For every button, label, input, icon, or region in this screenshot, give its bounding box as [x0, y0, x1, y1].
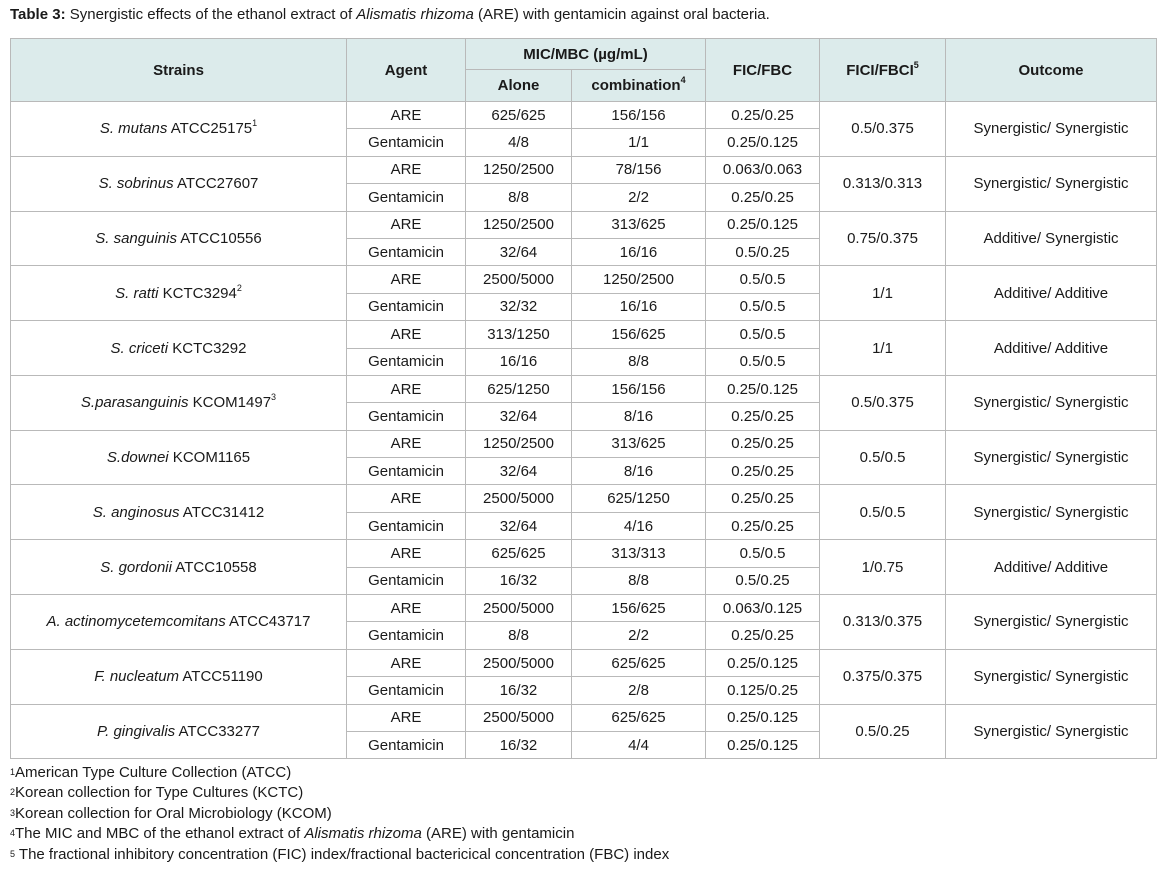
strain-cell: P. gingivalis ATCC33277 [11, 704, 347, 759]
agent-cell: ARE [347, 211, 466, 238]
table-row [11, 211, 1157, 238]
table-caption [10, 5, 770, 25]
combination-cell: 156/156 [572, 375, 706, 402]
outcome-cell: Additive/ Additive [946, 540, 1157, 595]
alone-cell: 16/32 [466, 677, 572, 704]
footnotes [10, 763, 669, 865]
combination-cell: 78/156 [572, 156, 706, 183]
combination-cell: 4/16 [572, 512, 706, 539]
agent-cell: ARE [347, 704, 466, 731]
outcome-cell: Additive/ Synergistic [946, 211, 1157, 266]
combination-cell: 8/16 [572, 458, 706, 485]
fic-fbc-cell: 0.25/0.25 [706, 184, 820, 211]
fic-fbc-cell: 0.5/0.25 [706, 238, 820, 265]
outcome-cell: Synergistic/ Synergistic [946, 102, 1157, 157]
agent-cell: ARE [347, 156, 466, 183]
alone-cell: 625/625 [466, 102, 572, 129]
fici-fbci-cell: 0.5/0.375 [820, 375, 946, 430]
table-row [11, 102, 1157, 129]
fic-fbc-cell: 0.25/0.25 [706, 458, 820, 485]
strain-cell: S. gordonii ATCC10558 [11, 540, 347, 595]
fic-fbc-cell: 0.25/0.25 [706, 622, 820, 649]
fici-fbci-cell: 0.313/0.375 [820, 595, 946, 650]
header-combination: combination$^4$ [572, 70, 706, 102]
outcome-cell: Synergistic/ Synergistic [946, 649, 1157, 704]
caption-label: Table 3: [10, 6, 66, 23]
agent-cell: Gentamicin [347, 622, 466, 649]
combination-cell: 8/8 [572, 348, 706, 375]
outcome-cell: Synergistic/ Synergistic [946, 704, 1157, 759]
alone-cell: 8/8 [466, 184, 572, 211]
fici-fbci-cell: 1/1 [820, 266, 946, 321]
combination-cell: 625/1250 [572, 485, 706, 512]
fic-fbc-cell: 0.25/0.25 [706, 430, 820, 457]
combination-cell: 156/625 [572, 595, 706, 622]
combination-cell: 16/16 [572, 293, 706, 320]
alone-cell: 1250/2500 [466, 211, 572, 238]
agent-cell: Gentamicin [347, 403, 466, 430]
strain-cell: S. ratti KCTC3294$^2$ [11, 266, 347, 321]
alone-cell: 32/64 [466, 458, 572, 485]
fici-fbci-cell: 0.5/0.375 [820, 102, 946, 157]
combination-cell: 313/313 [572, 540, 706, 567]
agent-cell: Gentamicin [347, 129, 466, 156]
table-body [11, 102, 1157, 759]
combination-cell: 156/625 [572, 321, 706, 348]
fici-fbci-cell: 1/0.75 [820, 540, 946, 595]
header-alone: Alone [466, 70, 572, 102]
combination-cell: 4/4 [572, 731, 706, 758]
alone-cell: 16/32 [466, 731, 572, 758]
fic-fbc-cell: 0.25/0.25 [706, 102, 820, 129]
agent-cell: ARE [347, 266, 466, 293]
strain-cell: S. sobrinus ATCC27607 [11, 156, 347, 211]
header-agent: Agent [347, 39, 466, 102]
agent-cell: Gentamicin [347, 512, 466, 539]
strain-cell: S.downei KCOM1165 [11, 430, 347, 485]
alone-cell: 1250/2500 [466, 430, 572, 457]
combination-cell: 1250/2500 [572, 266, 706, 293]
data-table [10, 38, 1157, 759]
alone-cell: 4/8 [466, 129, 572, 156]
agent-cell: ARE [347, 649, 466, 676]
alone-cell: 16/16 [466, 348, 572, 375]
table-row [11, 375, 1157, 402]
table-row [11, 704, 1157, 731]
fic-fbc-cell: 0.25/0.125 [706, 649, 820, 676]
alone-cell: 16/32 [466, 567, 572, 594]
alone-cell: 2500/5000 [466, 649, 572, 676]
alone-cell: 1250/2500 [466, 156, 572, 183]
fici-fbci-cell: 0.375/0.375 [820, 649, 946, 704]
strain-cell: S. criceti KCTC3292 [11, 321, 347, 376]
alone-cell: 2500/5000 [466, 595, 572, 622]
fic-fbc-cell: 0.5/0.5 [706, 266, 820, 293]
fic-fbc-cell: 0.25/0.125 [706, 704, 820, 731]
alone-cell: 313/1250 [466, 321, 572, 348]
table-row [11, 156, 1157, 183]
header-fici-fbci: FICI/FBCI$^5$ [820, 39, 946, 102]
fic-fbc-cell: 0.25/0.125 [706, 731, 820, 758]
alone-cell: 625/625 [466, 540, 572, 567]
fic-fbc-cell: 0.125/0.25 [706, 677, 820, 704]
table-row [11, 649, 1157, 676]
combination-cell: 625/625 [572, 649, 706, 676]
strain-cell: A. actinomycetemcomitans ATCC43717 [11, 595, 347, 650]
agent-cell: ARE [347, 321, 466, 348]
header-fic-fbc: FIC/FBC [706, 39, 820, 102]
combination-cell: 2/2 [572, 622, 706, 649]
outcome-cell: Synergistic/ Synergistic [946, 485, 1157, 540]
strain-cell: S. mutans ATCC25175$^1$ [11, 102, 347, 157]
fic-fbc-cell: 0.5/0.25 [706, 567, 820, 594]
fic-fbc-cell: 0.063/0.063 [706, 156, 820, 183]
fici-fbci-cell: 0.5/0.25 [820, 704, 946, 759]
alone-cell: 625/1250 [466, 375, 572, 402]
header-outcome: Outcome [946, 39, 1157, 102]
agent-cell: Gentamicin [347, 184, 466, 211]
outcome-cell: Additive/ Additive [946, 321, 1157, 376]
combination-cell: 625/625 [572, 704, 706, 731]
agent-cell: Gentamicin [347, 348, 466, 375]
combination-cell: 156/156 [572, 102, 706, 129]
fici-fbci-cell: 0.75/0.375 [820, 211, 946, 266]
fici-fbci-cell: 1/1 [820, 321, 946, 376]
alone-cell: 2500/5000 [466, 704, 572, 731]
outcome-cell: Synergistic/ Synergistic [946, 156, 1157, 211]
agent-cell: ARE [347, 485, 466, 512]
fici-fbci-cell: 0.5/0.5 [820, 485, 946, 540]
table-row [11, 595, 1157, 622]
agent-cell: Gentamicin [347, 677, 466, 704]
strain-cell: F. nucleatum ATCC51190 [11, 649, 347, 704]
fic-fbc-cell: 0.5/0.5 [706, 321, 820, 348]
table-row [11, 266, 1157, 293]
combination-cell: 8/16 [572, 403, 706, 430]
caption-italic: Alismatis rhizoma [356, 6, 474, 23]
footnote: $^4$The MIC and MBC of the ethanol extract of Alismatis rhizoma (ARE) with gentamicin [10, 825, 575, 843]
combination-cell: 2/2 [572, 184, 706, 211]
combination-cell: 1/1 [572, 129, 706, 156]
header-mic-mbc: MIC/MBC (µg/mL) [466, 39, 706, 70]
strain-cell: S.parasanguinis KCOM1497$^3$ [11, 375, 347, 430]
footnote: $^5$ The fractional inhibitory concentration (FIC) index/fractional bactericical concentration (FBC) index [10, 845, 670, 863]
fic-fbc-cell: 0.25/0.25 [706, 485, 820, 512]
fic-fbc-cell: 0.25/0.125 [706, 375, 820, 402]
fici-fbci-cell: 0.5/0.5 [820, 430, 946, 485]
agent-cell: ARE [347, 595, 466, 622]
alone-cell: 8/8 [466, 622, 572, 649]
table-row [11, 430, 1157, 457]
agent-cell: Gentamicin [347, 731, 466, 758]
footnote: $^2$Korean collection for Type Cultures (KCTC) [10, 784, 304, 802]
footnote: $^3$Korean collection for Oral Microbiology (KCOM) [10, 804, 332, 822]
header-strains: Strains [11, 39, 347, 102]
fic-fbc-cell: 0.063/0.125 [706, 595, 820, 622]
footnote: $^1$American Type Culture Collection (ATCC) [10, 764, 292, 781]
fic-fbc-cell: 0.5/0.5 [706, 540, 820, 567]
strain-cell: S. anginosus ATCC31412 [11, 485, 347, 540]
agent-cell: Gentamicin [347, 458, 466, 485]
fici-fbci-cell: 0.313/0.313 [820, 156, 946, 211]
outcome-cell: Synergistic/ Synergistic [946, 430, 1157, 485]
alone-cell: 32/64 [466, 512, 572, 539]
table-row [11, 485, 1157, 512]
alone-cell: 32/64 [466, 238, 572, 265]
alone-cell: 2500/5000 [466, 266, 572, 293]
combination-cell: 313/625 [572, 430, 706, 457]
fic-fbc-cell: 0.5/0.5 [706, 348, 820, 375]
fic-fbc-cell: 0.5/0.5 [706, 293, 820, 320]
agent-cell: ARE [347, 430, 466, 457]
combination-cell: 2/8 [572, 677, 706, 704]
table-row [11, 540, 1157, 567]
table-row [11, 321, 1157, 348]
agent-cell: ARE [347, 540, 466, 567]
strain-cell: S. sanguinis ATCC10556 [11, 211, 347, 266]
outcome-cell: Additive/ Additive [946, 266, 1157, 321]
agent-cell: ARE [347, 102, 466, 129]
agent-cell: Gentamicin [347, 238, 466, 265]
agent-cell: Gentamicin [347, 293, 466, 320]
alone-cell: 32/32 [466, 293, 572, 320]
fic-fbc-cell: 0.25/0.125 [706, 211, 820, 238]
combination-cell: 313/625 [572, 211, 706, 238]
caption-text-end: (ARE) with gentamicin against oral bacteria. [473, 6, 770, 23]
combination-cell: 8/8 [572, 567, 706, 594]
fic-fbc-cell: 0.25/0.25 [706, 403, 820, 430]
fic-fbc-cell: 0.25/0.125 [706, 129, 820, 156]
caption-text: Synergistic effects of the ethanol extract of [65, 6, 357, 23]
alone-cell: 32/64 [466, 403, 572, 430]
alone-cell: 2500/5000 [466, 485, 572, 512]
table-header [11, 39, 1157, 102]
agent-cell: ARE [347, 375, 466, 402]
outcome-cell: Synergistic/ Synergistic [946, 375, 1157, 430]
outcome-cell: Synergistic/ Synergistic [946, 595, 1157, 650]
agent-cell: Gentamicin [347, 567, 466, 594]
combination-cell: 16/16 [572, 238, 706, 265]
fic-fbc-cell: 0.25/0.25 [706, 512, 820, 539]
